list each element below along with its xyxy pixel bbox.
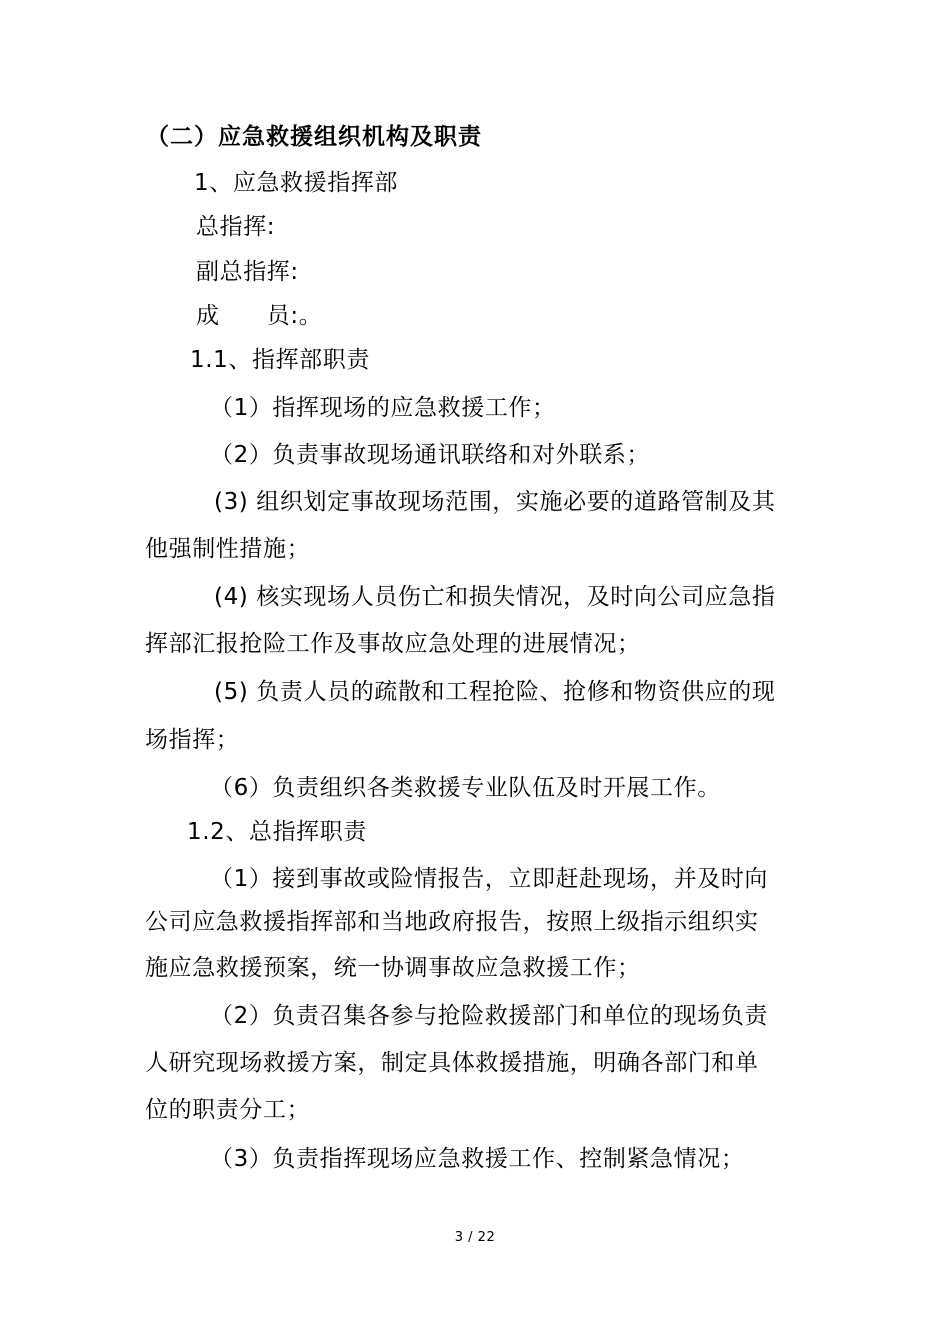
paragraph-line: (5) 负责人员的疏散和工程抢险、抢修和物资供应的现 — [214, 679, 776, 705]
paragraph-line: 公司应急救援指挥部和当地政府报告，按照上级指示组织实 — [145, 909, 759, 935]
paragraph-line: （2）负责事故现场通讯联络和对外联系； — [210, 442, 651, 468]
subsection-heading: 1.1、指挥部职责 — [190, 347, 370, 373]
page-indicator: 3 / 22 — [454, 1230, 496, 1245]
paragraph-line: 挥部汇报抢险工作及事故应急处理的进展情况； — [145, 631, 641, 657]
paragraph-line: (3) 组织划定事故现场范围，实施必要的道路管制及其 — [214, 489, 776, 515]
paragraph-line: 施应急救援预案，统一协调事故应急救援工作； — [145, 955, 641, 981]
subsection-heading: 1、应急救援指挥部 — [194, 170, 399, 196]
paragraph-line: 他强制性措施； — [145, 536, 311, 562]
subsection-heading: 1.2、总指挥职责 — [187, 819, 367, 845]
paragraph-line: 场指挥； — [145, 727, 240, 753]
paragraph-line: (4) 核实现场人员伤亡和损失情况，及时向公司应急指 — [214, 584, 776, 610]
paragraph-line: （6）负责组织各类救援专业队伍及时开展工作。 — [210, 775, 721, 801]
deputy-commander-label: 副总指挥: — [196, 259, 299, 285]
paragraph-line: （1）接到事故或险情报告，立即赶赴现场，并及时向 — [210, 866, 769, 892]
paragraph-line: （3）负责指挥现场应急救援工作、控制紧急情况； — [210, 1146, 745, 1172]
paragraph-line: （1）指挥现场的应急救援工作； — [210, 395, 556, 421]
members-label: 成 员:。 — [196, 303, 323, 329]
paragraph-line: 位的职责分工； — [145, 1097, 311, 1123]
section-title: （二）应急救援组织机构及职责 — [146, 124, 482, 150]
paragraph-line: 人研究现场救援方案，制定具体救援措施，明确各部门和单 — [145, 1050, 759, 1076]
commander-label: 总指挥: — [196, 214, 276, 240]
paragraph-line: （2）负责召集各参与抢险救援部门和单位的现场负责 — [210, 1003, 769, 1029]
